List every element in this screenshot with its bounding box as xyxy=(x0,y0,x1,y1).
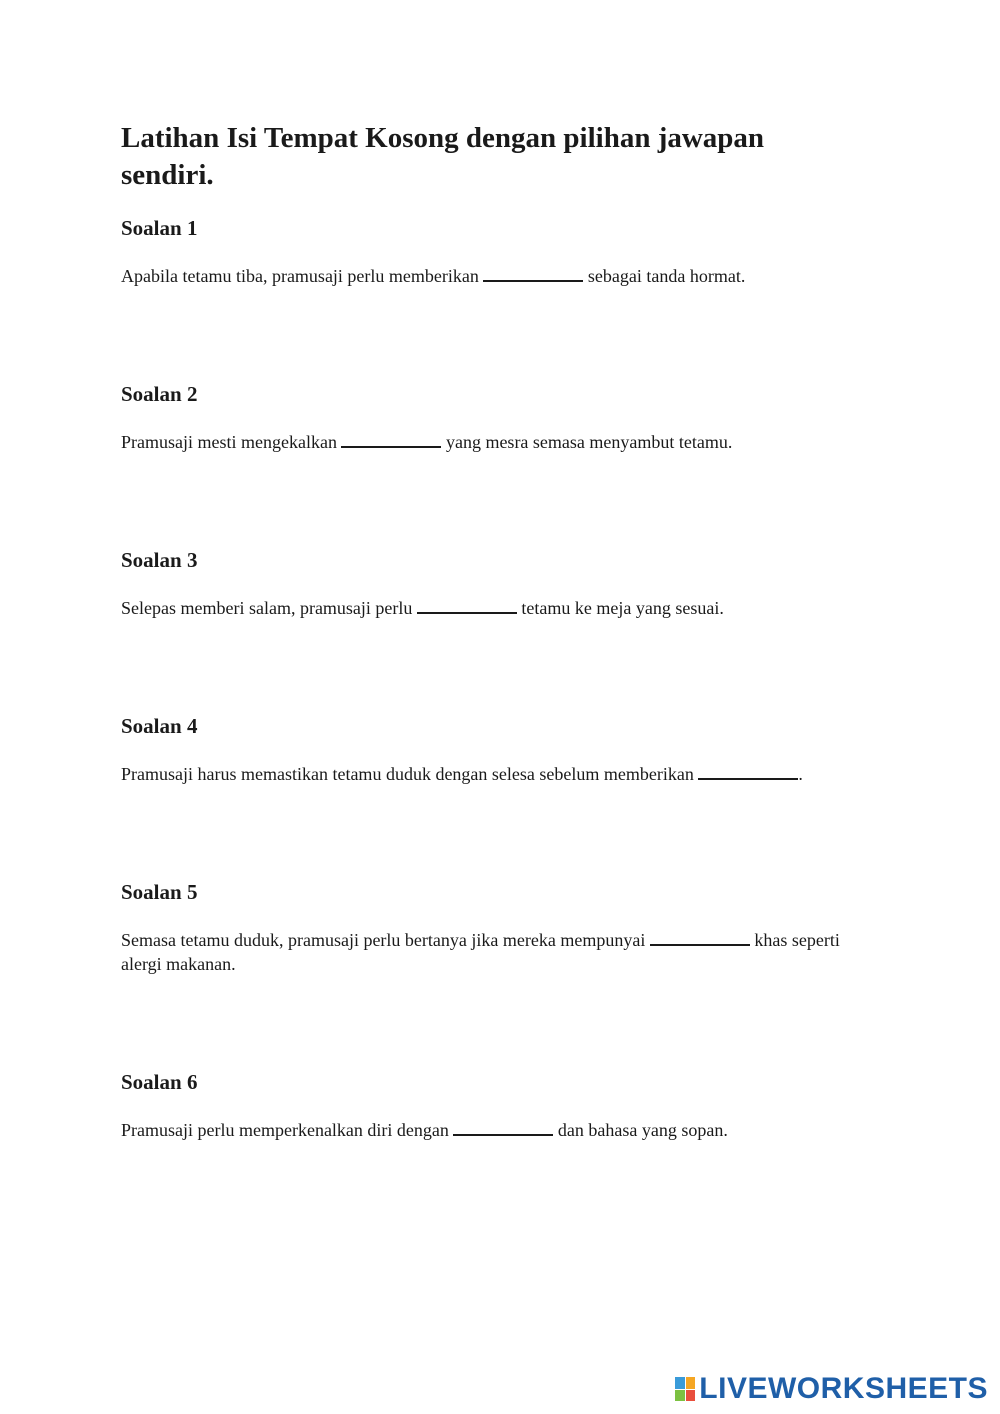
question-text xyxy=(121,430,881,454)
question-4 xyxy=(121,714,881,786)
logo-square xyxy=(686,1377,696,1389)
logo-square xyxy=(686,1390,696,1402)
answer-blank[interactable] xyxy=(341,431,441,448)
question-text xyxy=(121,1118,881,1142)
answer-blank[interactable] xyxy=(417,597,517,614)
answer-blank[interactable] xyxy=(650,929,750,946)
logo-square xyxy=(675,1390,685,1402)
question-5 xyxy=(121,880,881,976)
question-3 xyxy=(121,548,881,620)
question-heading: Soalan 1 xyxy=(121,216,198,240)
question-text-before: Pramusaji mesti mengekalkan xyxy=(121,432,337,452)
question-text-before: Semasa tetamu duduk, pramusaji perlu bertanya jika mereka mempunyai xyxy=(121,930,646,950)
question-text-after: sebagai tanda hormat. xyxy=(587,266,746,286)
question-text-after: yang mesra semasa menyambut tetamu. xyxy=(445,432,733,452)
question-heading: Soalan 3 xyxy=(121,548,198,572)
question-text-before: Apabila tetamu tiba, pramusaji perlu memberikan xyxy=(121,266,479,286)
question-6 xyxy=(121,1070,881,1142)
question-1 xyxy=(121,216,881,288)
question-text xyxy=(121,928,881,976)
question-text-after: . xyxy=(798,764,803,784)
question-text-after: dan bahasa yang sopan. xyxy=(557,1120,728,1140)
question-text xyxy=(121,264,881,288)
question-heading: Soalan 4 xyxy=(121,714,198,738)
question-text-after: khas seperti alergi makanan. xyxy=(121,930,840,974)
question-text-before: Pramusaji harus memastikan tetamu duduk dengan selesa sebelum memberikan xyxy=(121,764,694,784)
question-text xyxy=(121,762,881,786)
page-title: Latihan Isi Tempat Kosong dengan pilihan jawapan sendiri. xyxy=(121,122,765,191)
logo-square xyxy=(675,1377,685,1389)
answer-blank[interactable] xyxy=(698,763,798,780)
question-heading: Soalan 5 xyxy=(121,880,198,904)
answer-blank[interactable] xyxy=(453,1119,553,1136)
liveworksheets-logo-icon xyxy=(675,1377,695,1401)
question-2 xyxy=(121,382,881,454)
question-text-after: tetamu ke meja yang sesuai. xyxy=(521,598,724,618)
question-text-before: Selepas memberi salam, pramusaji perlu xyxy=(121,598,413,618)
question-heading: Soalan 2 xyxy=(121,382,198,406)
question-text xyxy=(121,596,881,620)
liveworksheets-brand xyxy=(675,1372,988,1406)
brand-name: LIVEWORKSHEETS xyxy=(699,1372,988,1405)
question-text-before: Pramusaji perlu memperkenalkan diri dengan xyxy=(121,1120,449,1140)
question-heading: Soalan 6 xyxy=(121,1070,198,1094)
answer-blank[interactable] xyxy=(483,265,583,282)
